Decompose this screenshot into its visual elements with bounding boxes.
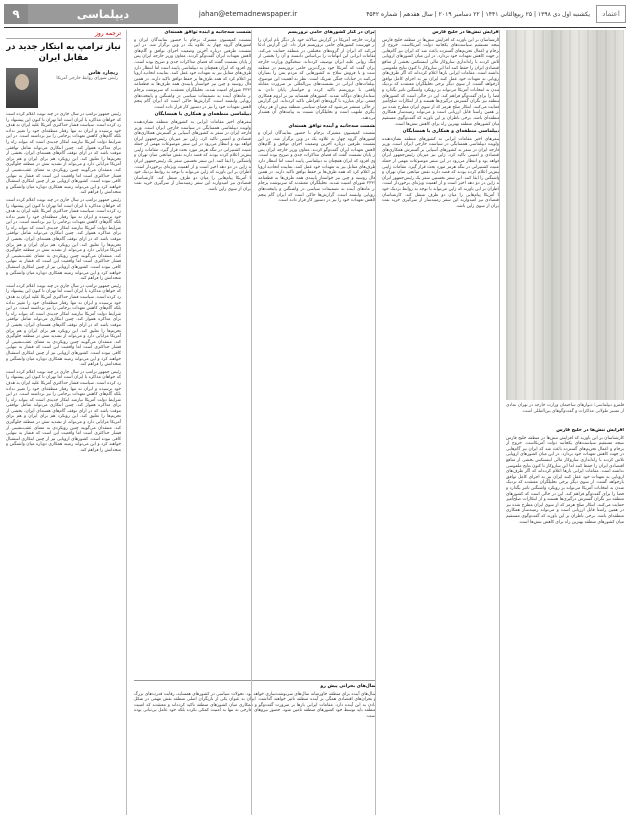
newspaper-logo: اعتماد — [596, 5, 626, 23]
bottom-article — [134, 680, 376, 819]
column-lead: دیپلماسی منطقه‌ای و همکاری با همسایگان — [154, 112, 252, 118]
column-text: کارشناسان بر این باورند که افزایش تنش‌ها در منطقه خلیج فارس نتیجه مستقیم سیاست‌های یکجانبه دولت آمریکاست. خروج از برجام و اعمال تحریم‌های گسترده باعث شد که ایران نیز گام‌هایی در جهت کاهش تعهدات خود بردارد. در این میان کشورهای اروپایی تلاش کردند با راه‌اندازی سازوکار مالی اینستکس بخشی از منافع اقتصادی ایران را حفظ کنند اما این سازوکار تا کنون نتایج ملموسی نداشته است. مقامات ایرانی بارها اعلام کرده‌اند که اگر طرف‌های اروپایی به تعهدات خود عمل کنند ایران نیز به اجرای کامل توافق بازخواهد گشت. از سوی دیگر برخی تحلیلگران معتقدند که نزدیک شدن به انتخابات آمریکا می‌تواند بر رویکرد واشنگتن تاثیر بگذارد و فضا را برای گفت‌وگو فراهم کند. این در حالی است که کشورهای منطقه نیز نگران گسترش درگیری‌ها هستند و از ابتکارات صلح‌آمیز حمایت می‌کنند. ابتکار صلح هرمز که از سوی ایران مطرح شده نیز در همین راستا قابل ارزیابی است و می‌تواند زمینه‌ساز همکاری منطقه‌ای باشد. برخی ناظران بر این باورند که گفت‌وگوی مستقیم میان کشورهای منطقه بهترین راه برای کاهش تنش‌ها است. — [382, 37, 500, 127]
sidebar-tag: ترجمه روز — [6, 30, 121, 39]
author-name: ریچارد هاس — [88, 70, 118, 76]
column-text: وزارت خارجه آمریکا در گزارش سالانه خود بار دیگر نام ایران را در فهرست کشورهای حامی تروریسم قرار داد. این گزارش ادعا می‌کند که ایران از گروه‌های مختلفی در منطقه حمایت می‌کند. مقامات ایرانی این اتهامات را بی‌اساس دانسته و آن را بخشی از جنگ روانی علیه ایران توصیف کرده‌اند. سخنگوی وزارت خارجه ایران گفت که آمریکا خود بزرگ‌ترین حامی تروریسم در منطقه است و با فروش سلاح به کشورهایی که مردم یمن را بمباران می‌کنند در جنایات جنگی شریک است. نظر به اهمیت این موضوع، دیپلمات‌های ایرانی در نشست‌های بین‌المللی بر ضرورت مقابله واقعی با تروریسم تاکید کرده و خواستار پایان دادن به استانداردهای دوگانه شدند. کشورهای همسایه نیز بر لزوم همکاری جمعی برای مبارزه با گروه‌های افراطی تاکید کرده‌اند. این گزارش در حالی منتشر می‌شود که فضای سیاسی منطقه بیش از هر زمان دیگری ملتهب است و تحلیلگران نسبت به پیامدهای آن هشدار می‌دهند. — [258, 37, 376, 121]
author-box — [6, 68, 121, 108]
column-divider — [499, 30, 500, 815]
page-header — [4, 4, 626, 24]
column-text: کارشناسان بر این باورند که افزایش تنش‌ها در منطقه خلیج فارس نتیجه مستقیم سیاست‌های یکجانبه دولت آمریکاست. خروج از برجام و اعمال تحریم‌های گسترده باعث شد که ایران نیز گام‌هایی در جهت کاهش تعهدات خود بردارد. در این میان کشورهای اروپایی تلاش کردند با راه‌اندازی سازوکار مالی اینستکس بخشی از منافع اقتصادی ایران را حفظ کنند اما این سازوکار تا کنون نتایج ملموسی نداشته است. مقامات ایرانی بارها اعلام کرده‌اند که اگر طرف‌های اروپایی به تعهدات خود عمل کنند ایران نیز به اجرای کامل توافق بازخواهد گشت. از سوی دیگر برخی تحلیلگران معتقدند که نزدیک شدن به انتخابات آمریکا می‌تواند بر رویکرد واشنگتن تاثیر بگذارد و فضا را برای گفت‌وگو فراهم کند. این در حالی است که کشورهای منطقه نیز نگران گسترش درگیری‌ها هستند و از ابتکارات صلح‌آمیز حمایت می‌کنند. ابتکار صلح هرمز که از سوی ایران مطرح شده نیز در همین راستا قابل ارزیابی است و می‌تواند زمینه‌ساز همکاری منطقه‌ای باشد. برخی ناظران بر این باورند که گفت‌وگوی مستقیم میان کشورهای منطقه بهترین راه برای کاهش تنش‌ها است. — [506, 435, 624, 525]
article-column-1 — [506, 428, 624, 813]
column-lead: نشست سه‌جانبه و آینده توافق هسته‌ای — [164, 30, 252, 35]
article-photo — [506, 30, 624, 400]
sidebar-paragraph: رئیس جمهور ترامپ در سال جاری در چند نوبت اعلام کرده است که خواهان مذاکره با ایران است اما تهران تا کنون این پیشنهاد را رد کرده است. سیاست فشار حداکثری آمریکا علیه ایران به هدف خود نرسیده و ایران نه تنها رفتار منطقه‌ای خود را تغییر نداده بلکه گام‌های کاهش تعهدات برجامی را نیز برداشته است. در این شرایط دولت آمریکا نیازمند ابتکار جدیدی است که بتواند راه را برای مذاکره هموار کند. چنین ابتکاری می‌تواند شامل توافقی موقت باشد که در ازای توقف گام‌های هسته‌ای ایران، بخشی از تحریم‌ها را تعلیق کند. این رویکرد هم برای ایران و هم برای آمریکا مزایایی دارد و می‌تواند از تشدید تنش در منطقه جلوگیری کند. منتقدان می‌گویند چنین رویکردی به معنای عقب‌نشینی از فشار حداکثری است اما واقعیت این است که فشار به تنهایی کافی نبوده است. کشورهای اروپایی نیز از چنین ابتکاری استقبال خواهند کرد و این می‌تواند زمینه همکاری دوباره میان واشنگتن و متحدانش را فراهم کند. — [6, 283, 121, 368]
header-rule — [4, 27, 626, 28]
author-photo — [6, 68, 38, 108]
column-divider — [375, 30, 376, 815]
bottom-lead: سال‌های بحرانی پیش رو — [320, 684, 376, 689]
column-text: سفرهای اخیر مقامات ایرانی به کشورهای منطقه نشان‌دهنده اولویت دیپلماسی همسایگی در سیاست خارجی ایران است. وزیر خارجه ایران در سفر به کشورهای آسیایی بر گسترش همکاری‌های اقتصادی و امنیتی تاکید کرد. ژاپن نیز میزبان رئیس‌جمهور ایران خواهد بود و انتظار می‌رود در این سفر موضوعات مهمی از جمله امنیت کشتیرانی در تنگه هرمز مورد بحث قرار گیرد. مقامات ژاپنی پیش‌تر اعلام کرده بودند که قصد دارند نقش میانجی میان تهران و واشنگتن را ایفا کنند. این سفر نخستین سفر یک رئیس‌جمهور ایران به ژاپن در دو دهه اخیر است و از اهمیت ویژه‌ای برخوردار است. ناظران بر این باورند که ژاپن می‌تواند با توجه به روابط نزدیک خود با آمریکا پیام‌هایی را میان دو طرف منتقل کند. کارشناسان اقتصادی نیز امیدوارند این سفر زمینه‌ساز از سرگیری خرید نفت ایران از سوی ژاپن باشد. — [134, 119, 252, 193]
photo-caption: قلمرو دیپلماسی؛ دیوارهای ساختمان وزارت خارجه در تهران نمادی از مسیر طولانی مذاکرات و گفت‌وگوهای بین‌المللی است. — [506, 403, 624, 414]
sidebar-paragraph: رئیس جمهور ترامپ در سال جاری در چند نوبت اعلام کرده است که خواهان مذاکره با ایران است اما تهران تا کنون این پیشنهاد را رد کرده است. سیاست فشار حداکثری آمریکا علیه ایران به هدف خود نرسیده و ایران نه تنها رفتار منطقه‌ای خود را تغییر نداده بلکه گام‌های کاهش تعهدات برجامی را نیز برداشته است. در این شرایط دولت آمریکا نیازمند ابتکار جدیدی است که بتواند راه را برای مذاکره هموار کند. چنین ابتکاری می‌تواند شامل توافقی موقت باشد که در ازای توقف گام‌های هسته‌ای ایران، بخشی از تحریم‌ها را تعلیق کند. این رویکرد هم برای ایران و هم برای آمریکا مزایایی دارد و می‌تواند از تشدید تنش در منطقه جلوگیری کند. منتقدان می‌گویند چنین رویکردی به معنای عقب‌نشینی از فشار حداکثری است اما واقعیت این است که فشار به تنهایی کافی نبوده است. کشورهای اروپایی نیز از چنین ابتکاری استقبال خواهند کرد و این می‌تواند زمینه همکاری دوباره میان واشنگتن و متحدانش را فراهم کند. — [6, 112, 121, 196]
page-number: ۹ — [4, 4, 28, 24]
column-lead: افزایش تنش‌ها در خلیج فارس — [556, 428, 624, 433]
column-text: نشست کمیسیون مشترک برجام با حضور نمایندگان ایران و کشورهای گروه چهار به علاوه یک در وین برگزار شد. در این نشست طرفین درباره آخرین وضعیت اجرای توافق و گام‌های کاهش تعهدات ایران گفت‌وگو کردند. معاون وزیر خارجه ایران پس از پایان نشست گفت که فضای مذاکرات جدی و صریح بوده است. وی افزود که ایران همچنان به دیپلماسی پایبند است اما انتظار دارد طرف‌های مقابل نیز به تعهدات خود عمل کنند. نماینده اتحادیه اروپا نیز اعلام کرد که همه طرف‌ها بر حفظ توافق تاکید دارند. در همین حال روسیه و چین نیز خواستار پایبندی همه طرف‌ها به قطعنامه ۲۲۳۱ شورای امنیت شدند. تحلیلگران معتقدند که سرنوشت برجام در ماه‌های آینده به تصمیمات سیاسی در واشنگتن و پایتخت‌های اروپایی وابسته است. گزارش‌ها حاکی است که ایران گام پنجم کاهش تعهدات خود را نیز در دستور کار قرار داده است. — [258, 131, 376, 204]
issue-info: یکشنبه اول دی ۱۳۹۸ | ۲۵ ربیع‌الثانی ۱۴۴۱ | ۲۲ دسامبر ۲۰۱۹ | سال هفدهم | شماره ۴۵۴۲ — [366, 10, 590, 18]
column-lead: نشست سه‌جانبه و آینده توافق هسته‌ای — [288, 123, 376, 129]
sidebar-text — [6, 112, 121, 822]
sidebar-paragraph: رئیس جمهور ترامپ در سال جاری در چند نوبت اعلام کرده است که خواهان مذاکره با ایران است اما تهران تا کنون این پیشنهاد را رد کرده است. سیاست فشار حداکثری آمریکا علیه ایران به هدف خود نرسیده و ایران نه تنها رفتار منطقه‌ای خود را تغییر نداده بلکه گام‌های کاهش تعهدات برجامی را نیز برداشته است. در این شرایط دولت آمریکا نیازمند ابتکار جدیدی است که بتواند راه را برای مذاکره هموار کند. چنین ابتکاری می‌تواند شامل توافقی موقت باشد که در ازای توقف گام‌های هسته‌ای ایران، بخشی از تحریم‌ها را تعلیق کند. این رویکرد هم برای ایران و هم برای آمریکا مزایایی دارد و می‌تواند از تشدید تنش در منطقه جلوگیری کند. منتقدان می‌گویند چنین رویکردی به معنای عقب‌نشینی از فشار حداکثری است اما واقعیت این است که فشار به تنهایی کافی نبوده است. کشورهای اروپایی نیز از چنین ابتکاری استقبال خواهند کرد و این می‌تواند زمینه همکاری دوباره میان واشنگتن و متحدانش را فراهم کند. — [6, 369, 121, 454]
column-divider — [251, 30, 252, 815]
column-divider — [126, 30, 127, 815]
bottom-text: سال‌های آینده برای منطقه خاورمیانه سال‌های سرنوشت‌سازی خواهد بود. تحولات سیاسی در کشورهای همسایه، رقابت قدرت‌های بزرگ و بحران‌های اقتصادی همگی بر آینده منطقه تاثیر خواهند گذاشت. ایران به عنوان یکی از بازیگران اصلی منطقه نقش مهمی در شکل دادن به این آینده دارد. مقامات ایرانی بارها بر ضرورت گفت‌وگو و همکاری میان کشورهای منطقه تاکید کرده‌اند و معتقدند که امنیت منطقه باید توسط خود کشورهای منطقه تامین شود. حضور نیروهای خارجی نه تنها به امنیت کمکی نکرده بلکه خود عامل بی‌ثباتی بوده است. — [134, 691, 376, 719]
column-text: سفرهای اخیر مقامات ایرانی به کشورهای منطقه نشان‌دهنده اولویت دیپلماسی همسایگی در سیاست خارجی ایران است. وزیر خارجه ایران در سفر به کشورهای آسیایی بر گسترش همکاری‌های اقتصادی و امنیتی تاکید کرد. ژاپن نیز میزبان رئیس‌جمهور ایران خواهد بود و انتظار می‌رود در این سفر موضوعات مهمی از جمله امنیت کشتیرانی در تنگه هرمز مورد بحث قرار گیرد. مقامات ژاپنی پیش‌تر اعلام کرده بودند که قصد دارند نقش میانجی میان تهران و واشنگتن را ایفا کنند. این سفر نخستین سفر یک رئیس‌جمهور ایران به ژاپن در دو دهه اخیر است و از اهمیت ویژه‌ای برخوردار است. ناظران بر این باورند که ژاپن می‌تواند با توجه به روابط نزدیک خود با آمریکا پیام‌هایی را میان دو طرف منتقل کند. کارشناسان اقتصادی نیز امیدوارند این سفر زمینه‌ساز از سرگیری خرید نفت ایران از سوی ژاپن باشد. — [382, 136, 500, 209]
column-lead: دیپلماسی منطقه‌ای و همکاری با همسایگان — [402, 129, 500, 135]
sidebar-paragraph: رئیس جمهور ترامپ در سال جاری در چند نوبت اعلام کرده است که خواهان مذاکره با ایران است اما تهران تا کنون این پیشنهاد را رد کرده است. سیاست فشار حداکثری آمریکا علیه ایران به هدف خود نرسیده و ایران نه تنها رفتار منطقه‌ای خود را تغییر نداده بلکه گام‌های کاهش تعهدات برجامی را نیز برداشته است. در این شرایط دولت آمریکا نیازمند ابتکار جدیدی است که بتواند راه را برای مذاکره هموار کند. چنین ابتکاری می‌تواند شامل توافقی موقت باشد که در ازای توقف گام‌های هسته‌ای ایران، بخشی از تحریم‌ها را تعلیق کند. این رویکرد هم برای ایران و هم برای آمریکا مزایایی دارد و می‌تواند از تشدید تنش در منطقه جلوگیری کند. منتقدان می‌گویند چنین رویکردی به معنای عقب‌نشینی از فشار حداکثری است اما واقعیت این است که فشار به تنهایی کافی نبوده است. کشورهای اروپایی نیز از چنین ابتکاری استقبال خواهند کرد و این می‌تواند زمینه همکاری دوباره میان واشنگتن و متحدانش را فراهم کند. — [6, 197, 121, 282]
article-column-2 — [382, 30, 500, 815]
article-column-4 — [134, 30, 252, 670]
author-role: رئیس شورای روابط خارجی آمریکا — [56, 76, 118, 81]
column-text: نشست کمیسیون مشترک برجام با حضور نمایندگان ایران و کشورهای گروه چهار به علاوه یک در وین برگزار شد. در این نشست طرفین درباره آخرین وضعیت اجرای توافق و گام‌های کاهش تعهدات ایران گفت‌وگو کردند. معاون وزیر خارجه ایران پس از پایان نشست گفت که فضای مذاکرات جدی و صریح بوده است. وی افزود که ایران همچنان به دیپلماسی پایبند است اما انتظار دارد طرف‌های مقابل نیز به تعهدات خود عمل کنند. نماینده اتحادیه اروپا نیز اعلام کرد که همه طرف‌ها بر حفظ توافق تاکید دارند. در همین حال روسیه و چین نیز خواستار پایبندی همه طرف‌ها به قطعنامه ۲۲۳۱ شورای امنیت شدند. تحلیلگران معتقدند که سرنوشت برجام در ماه‌های آینده به تصمیمات سیاسی در واشنگتن و پایتخت‌های اروپایی وابسته است. گزارش‌ها حاکی است که ایران گام پنجم کاهش تعهدات خود را نیز در دستور کار قرار داده است. — [134, 37, 252, 110]
sidebar-opinion — [6, 30, 121, 822]
sidebar-title: نیاز ترامپ به ابتکار جدید در مقابل ایران — [6, 42, 121, 63]
column-lead: ایران در کنار کشورهای حامی تروریسم — [287, 30, 376, 35]
section-email[interactable]: jahan@etemadnewspaper.ir — [198, 10, 298, 18]
section-title: دیپلماسی — [28, 4, 178, 24]
column-lead: افزایش تنش‌ها در خلیج فارس — [432, 30, 500, 35]
